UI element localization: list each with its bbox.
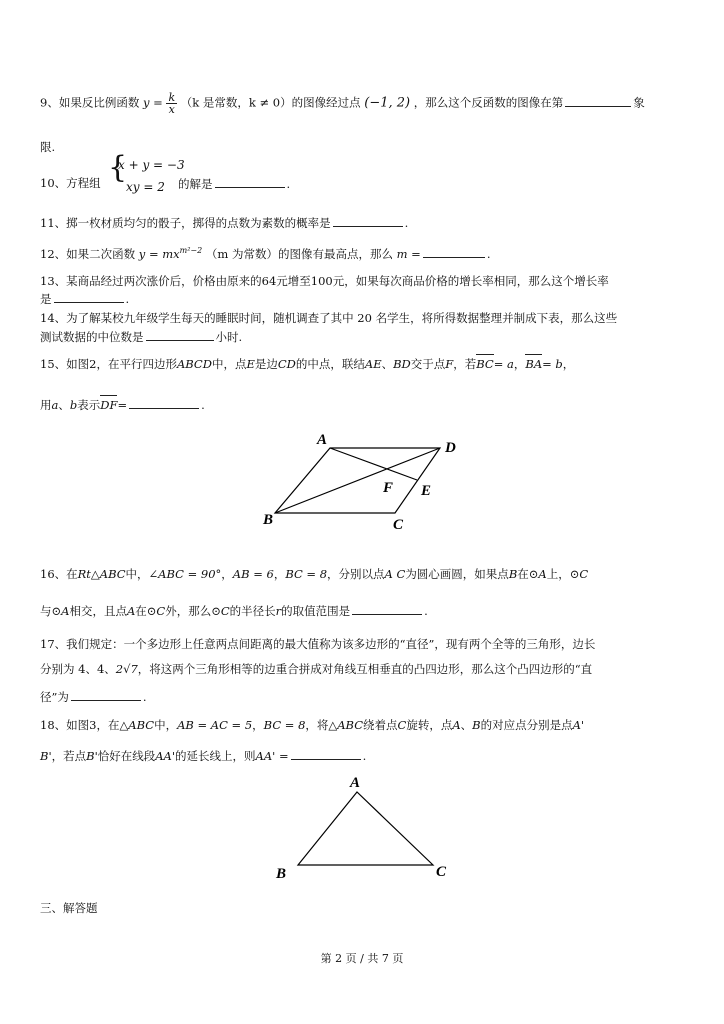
q18-line1: 18、如图3，在△ABC中，AB = AC = 5，BC = 8，将△ABC绕着点C旋转，点A、B的对应点分别是点A': [40, 718, 585, 732]
q13-line2: 是 .: [40, 292, 130, 306]
q10-eq2: xy = 2: [126, 180, 165, 194]
q10-tail: 的解是 .: [178, 177, 291, 191]
label-b: B: [263, 512, 274, 528]
label-d: D: [445, 440, 456, 456]
figure-3: [270, 772, 460, 884]
page-footer: 第 2 页 / 共 7 页: [320, 952, 404, 965]
q18-line2: B'，若点B'恰好在线段AA'的延长线上，则AA' = .: [40, 749, 367, 763]
label-a: A: [350, 775, 361, 791]
segment-ae: [330, 448, 417, 480]
q13-line1: 13、某商品经过两次涨价后，价格由原来的64元增至100元，如果每次商品价格的增长率相同，那么这个增长率: [40, 274, 609, 288]
figure-2: [255, 428, 475, 543]
q9-line2: 限.: [40, 140, 56, 154]
q17-line3: 径”为 .: [40, 690, 147, 704]
q12-line: 12、如果二次函数 $y = mx^{m^2-2}$ （m 为常数）的图像有最高点，那么 m = .: [40, 246, 491, 261]
q9-answer-blank[interactable]: [565, 94, 631, 107]
q10-answer-blank[interactable]: [215, 175, 285, 188]
section-3-heading: 三、解答题: [40, 901, 98, 915]
q15-answer-blank[interactable]: [129, 396, 199, 409]
label-c: C: [393, 517, 404, 533]
label-c: C: [436, 864, 447, 880]
q14-line2: 测试数据的中位数是 小时.: [40, 330, 243, 344]
q15-line1: 15、如图2，在平行四边形ABCD中，点E是边CD的中点，联结AE、BD交于点F，若BC= a，BA= b，: [40, 357, 575, 371]
q9-func-lhs: y =: [142, 95, 163, 110]
q16-line1: 16、在Rt△ABC中，∠ABC = 90°，AB = 6，BC = 8，分别以点A C为圆心画圆，如果点B在⊙A上，⊙C: [40, 567, 589, 581]
q10-brace: {: [108, 150, 128, 185]
label-a: A: [317, 432, 328, 448]
q10-eq1: x + y = −3: [118, 158, 185, 172]
q16-line2: 与⊙A相交，且点A在⊙C外，那么⊙C的半径长r的取值范围是 .: [40, 604, 428, 618]
q13-answer-blank[interactable]: [54, 290, 124, 303]
label-f: F: [383, 480, 394, 496]
q17-line2: 分别为 4、4、2√7，将这两个三角形相等的边重合拼成对角线互相垂直的凸四边形，那么这个凸四边形的“直: [40, 662, 593, 676]
q11-line: 11、掷一枚材质均匀的骰子，掷得的点数为素数的概率是 .: [40, 216, 409, 230]
q9-line1: 9、如果反比例函数 y = $\frac{k}{x}$ （k 是常数，k ≠ 0）的图像经过点 (−1, 2) ，那么这个反函数的图像在第 象: [40, 91, 645, 116]
q17-line1: 17、我们规定：一个多边形上任意两点间距离的最大值称为该多边形的“直径”，现有两个全等的三角形，边长: [40, 637, 596, 651]
q12-answer-blank[interactable]: [423, 245, 485, 258]
q15-line2: 用a、b表示DF= .: [40, 398, 205, 412]
q14-answer-blank[interactable]: [146, 328, 214, 341]
triangle-abc: [298, 792, 433, 865]
q10-line: 10、方程组: [40, 176, 101, 190]
label-b: B: [276, 866, 287, 882]
q17-answer-blank[interactable]: [71, 688, 141, 701]
q16-answer-blank[interactable]: [352, 602, 422, 615]
q11-answer-blank[interactable]: [333, 214, 403, 227]
q9-fraction: $\frac{k}{x}$: [168, 91, 176, 116]
q18-answer-blank[interactable]: [291, 747, 361, 760]
q14-line1: 14、为了解某校九年级学生每天的睡眠时间，随机调查了其中 20 名学生，将所得数据整理并制成下表，那么这些: [40, 311, 618, 325]
label-e: E: [421, 483, 432, 499]
